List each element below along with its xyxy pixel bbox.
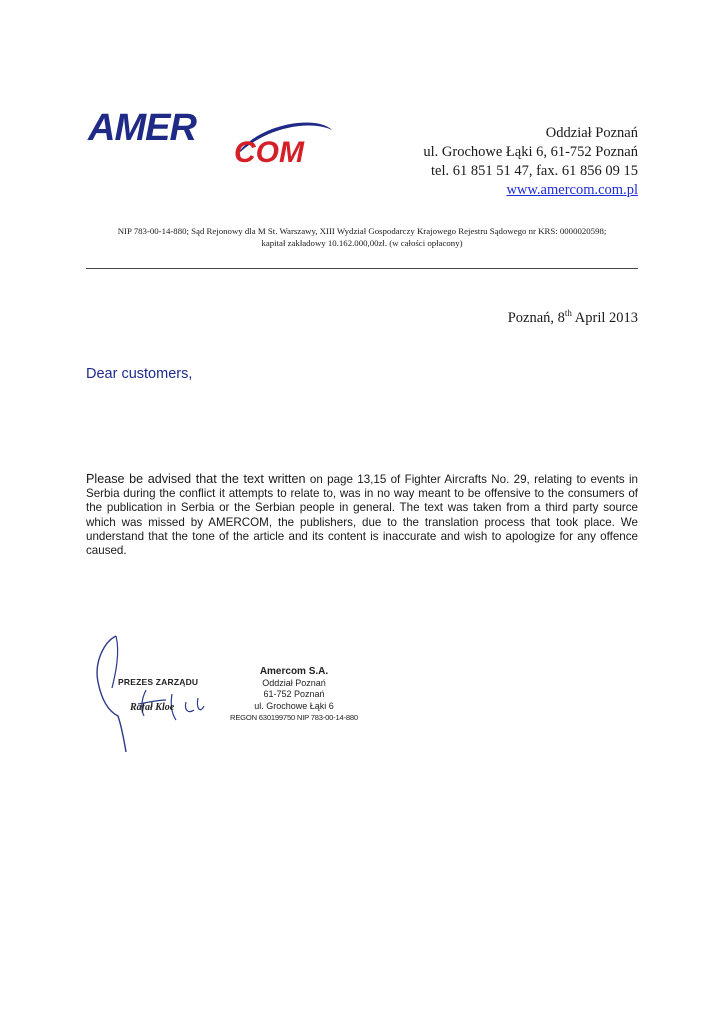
logo-com-text: COM	[234, 136, 304, 169]
legal-line-2: kapitał zakładowy 10.162.000,00zł. (w całości opłacony)	[261, 238, 463, 248]
logo-amer-text: AMER	[88, 107, 196, 149]
letter-body	[86, 472, 638, 558]
handwritten-signature	[86, 632, 236, 756]
stamp-street: ul. Grochowe Łąki 6	[254, 700, 334, 711]
stamp-postal: 61-752 Poznań	[263, 689, 325, 699]
company-stamp	[224, 666, 364, 724]
company-legal-info	[86, 225, 638, 249]
branch-name: Oddział Poznań	[545, 125, 638, 141]
stamp-ids: REGON 630199750 NIP 783-00-14-880	[230, 713, 358, 722]
stamp-title: PREZES ZARZĄDU	[118, 677, 199, 687]
header-divider	[86, 268, 638, 269]
phone-fax: tel. 61 851 51 47, fax. 61 856 09 15	[430, 163, 638, 179]
letter-date	[508, 308, 638, 327]
date-ordinal: th	[564, 308, 572, 318]
website-link[interactable]: www.amercom.com.pl	[506, 182, 638, 198]
date-suffix: April 2013	[571, 309, 638, 326]
legal-line-1: NIP 783-00-14-880; Sąd Rejonowy dla M St. Warszawy, XIII Wydział Gospodarczy Krajowego Rejestru Sądowego nr KRS: 0000020598;	[117, 226, 607, 236]
stamp-name: Rafał Kloe	[130, 702, 175, 713]
stamp-company: Amercom S.A.	[259, 666, 329, 677]
branch-address-block	[423, 124, 638, 200]
amercom-logo	[86, 104, 336, 170]
street-address: ul. Grochowe Łąki 6, 61-752 Poznań	[423, 144, 638, 160]
body-lead: Please be advised that the text written	[86, 472, 306, 486]
stamp-branch: Oddział Poznań	[262, 677, 326, 688]
date-prefix: Poznań, 8	[507, 309, 565, 326]
greeting: Dear customers,	[86, 366, 193, 382]
body-rest: on page 13,15 of Fighter Aircrafts No. 29, relating to events in Serbia during the conflict it attempts to relate to, was in no way meant to be offensive to the consumers of the publication in Serbia or the Serbian people in general. The text was taken from a third party source which was missed by AMERCOM, the publishers, due to the translation process that took place. We understand that the tone of the article and its content is inaccurate and wish to apologize for any offence caused.	[86, 473, 638, 558]
